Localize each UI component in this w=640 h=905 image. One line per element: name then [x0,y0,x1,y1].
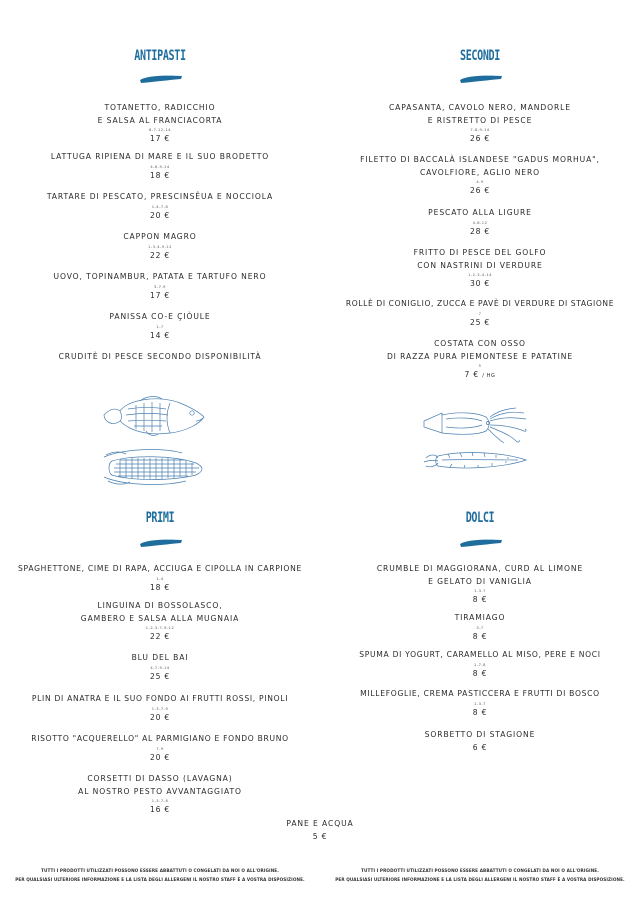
allergen-codes: 1-2-3-4-14 [468,273,492,277]
dish-price: 28 € [469,226,491,236]
dish-price: 5 € [312,831,328,841]
dish-name: GAMBERO E SALSA ALLA MUGNAIA [80,613,240,623]
menu-item [320,207,640,237]
allergen-codes: 1-4 [156,576,164,581]
dish-price: 20 € [149,210,171,220]
menu-item [0,600,320,642]
antipasti-title: ANTIPASTI [134,48,186,64]
dish-name: SORBETTO DI STAGIONE [424,730,536,739]
antipasti-section [0,0,320,380]
dish-price: 26 € [469,186,491,195]
dish-name: CAPASANTA, CAVOLO NERO, MANDORLE [388,103,571,112]
dish-name: AL NOSTRO PESTO AVVANTAGGIATO [78,786,242,796]
allergen-codes: 1-7-8 [474,662,486,667]
dish-price: 8 € [472,668,488,678]
dish-price: 16 € [149,805,171,814]
dish-name: PLIN DI ANATRA E IL SUO FONDO AI FRUTTI ROSSI, PINOLI [31,694,289,703]
menu-item [0,773,320,815]
menu-item [320,649,640,679]
allergen-codes: 4-9 [476,180,484,184]
dish-name: E SALSA AL FRANCIACORTA [97,115,223,125]
dish-price: 17 € [149,134,171,143]
menu-item [0,191,320,221]
allergen-codes: 4-8-12 [472,220,488,225]
dish-name: CORSETTI DI DASSO (LAVAGNA) [87,774,233,783]
dish-name: RISOTTO "ACQUERELLO" AL PARMIGIANO E FONDO BRUNO [31,734,289,743]
allergen-codes: 1-7 [156,324,164,329]
dish-name: SPUMA DI YOGURT, CARAMELLO AL MISO, PERE E NOCI [359,650,601,659]
dish-name: CAVOLFIORE, AGLIO NERO [419,167,541,177]
dish-price: 22 € [149,250,171,260]
menu-item [0,311,320,341]
allergen-codes: 1-3-4-9-12 [148,244,172,249]
dish-price: 8 € [472,707,488,717]
allergen-codes: 1-2-3-7-9-12 [145,626,175,630]
dish-name: CAPPON MAGRO [123,232,197,241]
dish-name: FRITTO DI PESCE DEL GOLFO [413,248,547,257]
primi-section [0,500,320,830]
menu-item [320,729,640,753]
dish-name: TIRAMIAGO [454,613,506,622]
allergen-codes: 7-9 [156,746,164,751]
price-unit: / HG [482,373,496,379]
menu-item [0,231,320,261]
dish-price: 20 € [149,752,171,762]
dish-price: 30 € [469,279,491,288]
dish-name: FILETTO DI BACCALÀ ISLANDESE "GADUS MORHUA", [360,155,600,164]
brush-stroke-icon [139,538,183,548]
menu-item [0,151,320,181]
dish-name: UOVO, TOPINAMBUR, PATATA E TARTUFO NERO [53,272,267,281]
menu-item [320,102,640,144]
allergen-codes: 1-3-7-9 [151,706,169,711]
allergen-codes: 7 [478,311,482,316]
dish-price [320,369,640,382]
secondi-section [320,0,640,390]
corn-illustration-icon [102,443,206,489]
allergen-codes: 5 [478,364,482,368]
secondi-title: SECONDI [460,48,500,64]
dish-name: CON NASTRINI DI VERDURE [417,260,543,270]
dish-price: 20 € [149,712,171,722]
squid-illustration-icon [420,405,530,445]
dolci-title: DOLCI [465,510,495,526]
dish-price: 8 € [472,631,488,641]
footer-line: TUTTI I PRODOTTI UTILIZZATI POSSONO ESSERE ABBATTUTI O CONGELATI DA NOI O ALL'ORIGINE. [41,868,279,873]
dish-name: E RISTRETTO DI PESCE [427,115,533,125]
menu-item [320,338,640,382]
dish-name: ROLLÈ DI CONIGLIO, ZUCCA E PAVÈ DI VERDURE DI STAGIONE [345,299,615,308]
brush-stroke-icon [459,74,503,84]
menu-item [320,154,640,196]
dish-name: PESCATO ALLA LIGURE [428,208,532,217]
menu-item [320,247,640,289]
menu-item [320,612,640,642]
brush-stroke-icon [459,538,503,548]
dish-name: BLU DEL BAI [131,653,189,662]
allergen-codes: 3-7-9 [154,284,166,289]
menu-item [0,733,320,763]
primi-title: PRIMI [145,510,175,526]
price-value: 7 € [464,370,479,379]
dish-name: COSTATA CON OSSO [434,339,526,348]
dish-name: E GELATO DI VANIGLIA [428,576,532,586]
dish-name: SPAGHETTONE, CIME DI RAPA, ACCIUGA E CIPOLLA IN CARPIONE [18,564,302,573]
dish-price: 18 € [149,170,171,180]
menu-item [320,688,640,718]
footer-line: PER QUALSIASI ULTERIORE INFORMAZIONE E LA LISTA DEGLI ALLERGENI IL NOSTRO STAFF È A VOSTRA DISPOSIZIONE. [15,877,305,882]
dish-name: CRUDITÈ DI PESCE SECONDO DISPONIBILITÀ [58,352,262,361]
dish-price: 25 € [469,317,491,327]
dish-price: 8 € [472,595,488,604]
menu-item [0,563,320,593]
allergen-codes: 6-7-12-14 [148,128,172,132]
menu-item [0,351,320,364]
dish-name: TARTARE DI PESCATO, PRESCINSÊUA E NOCCIOLA [46,192,274,201]
footer-line: TUTTI I PRODOTTI UTILIZZATI POSSONO ESSERE ABBATTUTI O CONGELATI DA NOI O ALL'ORIGINE. [361,868,599,873]
menu-item [320,298,640,328]
footer-line: PER QUALSIASI ULTERIORE INFORMAZIONE E LA LISTA DEGLI ALLERGENI IL NOSTRO STAFF È A VOSTRA DISPOSIZIONE. [335,877,625,882]
dish-price: 25 € [149,671,171,681]
brush-stroke-icon [139,74,183,84]
allergen-codes: 7-8-9-14 [470,128,490,132]
dish-name: CRUMBLE DI MAGGIORANA, CURD AL LIMONE [376,564,584,573]
dish-price: 26 € [469,134,491,143]
dish-price: 14 € [149,330,171,340]
menu-item [0,102,320,144]
dish-name: PANE E ACQUA [286,819,354,828]
dish-price: 22 € [149,632,171,641]
menu-item [0,693,320,723]
allergen-codes: 3-7 [476,625,484,630]
allergen-codes: 1-3-7 [474,589,486,593]
allergen-codes: 1-3-7-8 [151,799,169,803]
bread-and-water [0,818,640,842]
dish-price: 6 € [472,742,488,752]
dish-name: TOTANETTO, RADICCHIO [104,103,216,112]
menu-item [0,271,320,301]
footer-note-left [0,866,320,884]
allergen-codes: 1-4-7-8 [151,204,169,209]
footer-note-right [320,866,640,884]
carrot-illustration-icon [422,448,532,474]
dolci-section [320,500,640,760]
dish-name: LATTUGA RIPIENA DI MARE E IL SUO BRODETTO [50,152,270,161]
dish-name: PANISSA CO-E ÇIÒULE [109,312,211,321]
menu-item [320,563,640,605]
dish-price: 17 € [149,290,171,300]
dish-price: 18 € [149,582,171,592]
dish-name: LINGUINA DI BOSSOLASCO, [97,601,223,610]
allergen-codes: 4-6-9-14 [150,164,170,169]
dish-name: DI RAZZA PURA PIEMONTESE E PATATINE [386,351,574,361]
dish-name: MILLEFOGLIE, CREMA PASTICCERA E FRUTTI DI BOSCO [360,689,600,698]
fish-illustration-icon [100,393,210,439]
allergen-codes: 1-3-7 [474,701,486,706]
menu-item [0,652,320,682]
allergen-codes: 4-7-9-14 [150,665,170,670]
